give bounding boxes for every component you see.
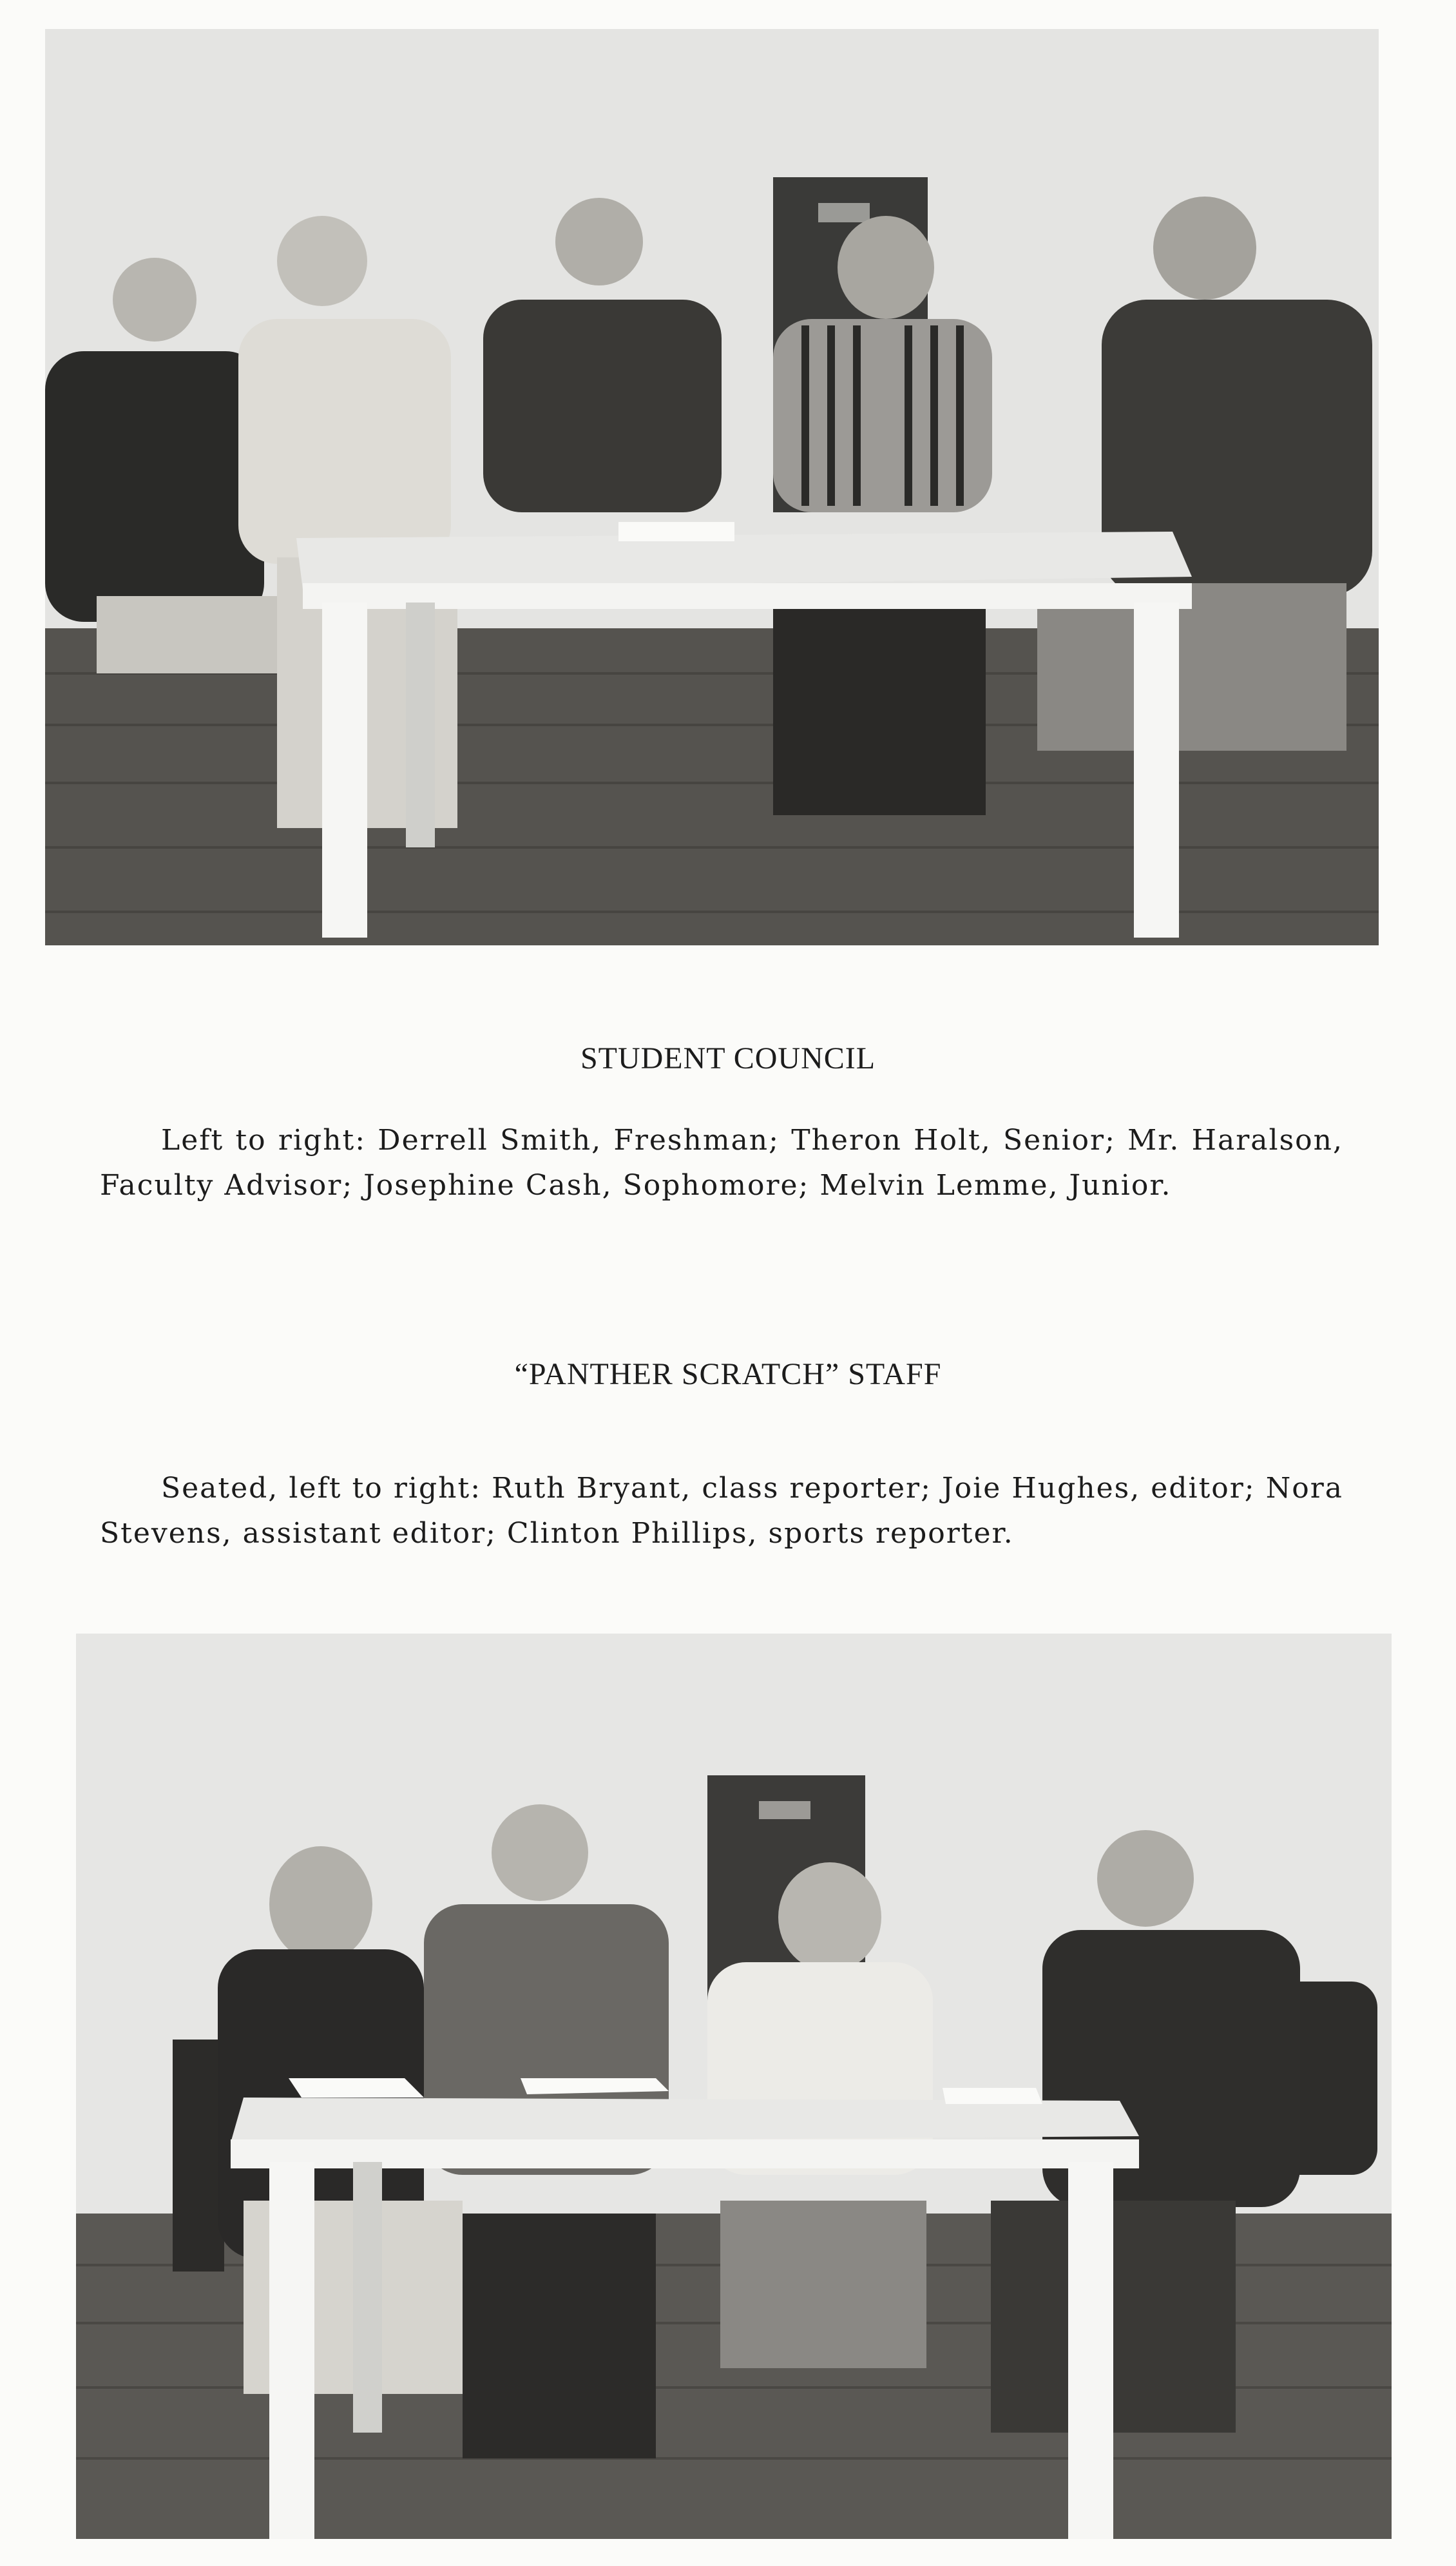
panther-scratch-staff-photo xyxy=(76,1634,1392,2539)
student-council-caption: Left to right: Derrell Smith, Freshman; Theron Holt, Senior; Mr. Haralson, Faculty Advisor; Josephine Cash, Sophomore; Melvin Lemme, Junior. xyxy=(100,1124,1343,1202)
panther-scratch-staff-heading: “PANTHER SCRATCH” STAFF xyxy=(514,1357,942,1391)
student-council-photo xyxy=(45,29,1379,945)
panther-scratch-staff-caption: Seated, left to right: Ruth Bryant, class reporter; Joie Hughes, editor; Nora Stevens, assistant editor; Clinton Phillips, sports reporter. xyxy=(100,1472,1343,1550)
student-council-heading: STUDENT COUNCIL xyxy=(580,1041,876,1076)
